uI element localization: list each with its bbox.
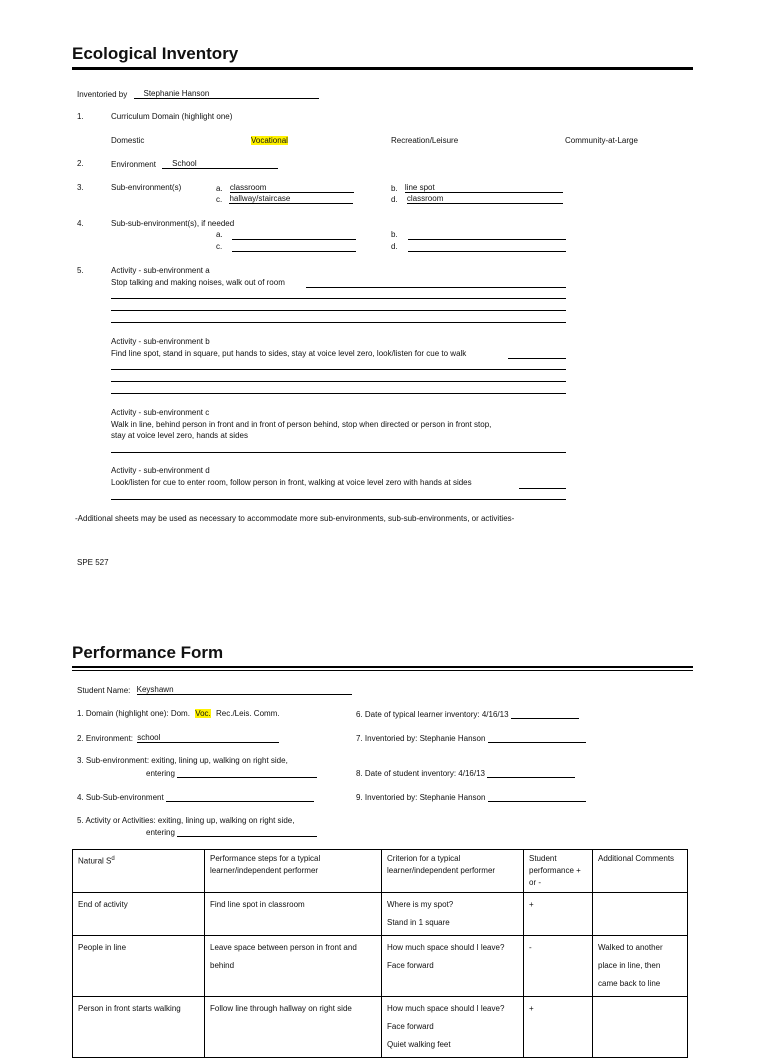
student-name-row bbox=[77, 685, 352, 695]
q4-label: Sub-sub-environment(s), if needed bbox=[111, 219, 235, 228]
activity-a-label: Activity - sub-environment a bbox=[111, 266, 210, 275]
perf-subsub-label: 4. Sub-Sub-environment bbox=[77, 793, 164, 802]
sub-env-a bbox=[216, 183, 354, 193]
criterion-line: Where is my spot? bbox=[387, 900, 454, 909]
criterion-line: Face forward bbox=[387, 961, 434, 970]
sub-env-a-letter: a. bbox=[216, 184, 223, 193]
student-date-field[interactable] bbox=[487, 768, 575, 778]
cell-performance[interactable]: + bbox=[524, 997, 593, 1058]
sub-env-d bbox=[391, 194, 563, 204]
sub-sub-b-field[interactable] bbox=[408, 239, 566, 240]
activity-a-line[interactable] bbox=[111, 310, 566, 311]
domain-recreation[interactable]: Recreation/Leisure bbox=[391, 136, 459, 145]
environment-row bbox=[77, 733, 279, 743]
student-date-label: 8. Date of student inventory: 4/16/13 bbox=[356, 769, 485, 778]
q2-num: 2. bbox=[77, 159, 84, 168]
activity-d-text: Look/listen for cue to enter room, follow person in front, walking at voice level zero with hands at sides bbox=[111, 478, 472, 487]
criterion-line: Stand in 1 square bbox=[387, 918, 450, 927]
activity-b-line[interactable] bbox=[111, 393, 566, 394]
sub-env-a-field[interactable] bbox=[230, 183, 354, 193]
activity-a-line[interactable] bbox=[306, 287, 566, 288]
environment-label: Environment bbox=[111, 160, 156, 169]
perf-activity-field[interactable] bbox=[177, 827, 317, 837]
q1-label: Curriculum Domain (highlight one) bbox=[111, 112, 233, 121]
inventoried-by-7-field[interactable] bbox=[488, 733, 586, 743]
eco-title: Ecological Inventory bbox=[72, 44, 239, 63]
activity-a-line[interactable] bbox=[111, 322, 566, 323]
perf-title-rule-thin bbox=[72, 670, 693, 671]
cell-performance[interactable]: + bbox=[524, 893, 593, 936]
cell-natural-s[interactable]: End of activity bbox=[73, 893, 205, 936]
perf-activity-cont-row bbox=[146, 827, 317, 837]
inventoried-by-field[interactable] bbox=[134, 89, 319, 99]
cell-natural-s[interactable]: People in line bbox=[73, 936, 205, 997]
domain-others[interactable]: Rec./Leis. Comm. bbox=[216, 709, 280, 718]
domain-domestic[interactable]: Domestic bbox=[111, 136, 145, 145]
student-name-label: Student Name: bbox=[77, 686, 131, 695]
inventoried-by-7-row bbox=[356, 733, 586, 743]
environment-value: School bbox=[172, 159, 197, 168]
sub-env-d-field[interactable] bbox=[407, 194, 563, 204]
sub-sub-c-field[interactable] bbox=[232, 251, 356, 252]
activity-a-text: Stop talking and making noises, walk out of room bbox=[111, 278, 285, 287]
sub-env-a-value: classroom bbox=[229, 183, 267, 192]
course-footer: SPE 527 bbox=[77, 558, 109, 567]
table-row bbox=[73, 936, 688, 997]
inventoried-by-9-field[interactable] bbox=[488, 792, 586, 802]
cell-comments[interactable]: Walked to another place in line, then came back to line bbox=[593, 936, 688, 997]
domain-voc[interactable]: Voc. bbox=[195, 709, 211, 718]
domain-community[interactable]: Community-at-Large bbox=[565, 136, 638, 145]
perf-activity-label: 5. Activity or Activities: exiting, lining up, walking on right side, bbox=[77, 816, 295, 825]
performance-table bbox=[72, 849, 688, 1058]
col-header-student-performance: Student performance + or - bbox=[524, 850, 593, 893]
environment-field[interactable] bbox=[162, 159, 278, 169]
table-row bbox=[73, 893, 688, 936]
perf-subenv-field[interactable] bbox=[177, 768, 317, 778]
inventoried-by-value: Stephanie Hanson bbox=[143, 89, 210, 98]
criterion-line: How much space should I leave? bbox=[387, 943, 505, 952]
cell-steps[interactable]: Leave space between person in front and behind bbox=[205, 936, 382, 997]
col-header-comments: Additional Comments bbox=[593, 850, 688, 893]
perf-title-rule bbox=[72, 666, 693, 668]
typical-date-row bbox=[356, 709, 579, 719]
student-date-row bbox=[356, 768, 575, 778]
activity-d-line[interactable] bbox=[519, 488, 566, 489]
q1-num: 1. bbox=[77, 112, 84, 121]
domain-vocational[interactable]: Vocational bbox=[251, 136, 288, 145]
criterion-line: Face forward bbox=[387, 1022, 434, 1031]
q3-num: 3. bbox=[77, 183, 84, 192]
activity-c-line[interactable] bbox=[111, 452, 566, 453]
activity-c-label: Activity - sub-environment c bbox=[111, 408, 210, 417]
table-header-row bbox=[73, 850, 688, 893]
student-name-field[interactable] bbox=[137, 685, 352, 695]
activity-a-line[interactable] bbox=[111, 298, 566, 299]
activity-b-line[interactable] bbox=[111, 381, 566, 382]
q3-label: Sub-environment(s) bbox=[111, 183, 182, 192]
sub-env-d-value: classroom bbox=[406, 194, 444, 203]
natural-s-sup: d bbox=[111, 856, 115, 862]
perf-title: Performance Form bbox=[72, 643, 224, 662]
subsub-row bbox=[77, 792, 314, 802]
inventoried-by-label: Inventoried by bbox=[77, 90, 128, 99]
natural-s-label: Natural S bbox=[78, 856, 112, 866]
perf-subenv-cont: entering bbox=[146, 769, 175, 778]
sub-env-d-letter: d. bbox=[391, 195, 398, 204]
activity-c-text-1: Walk in line, behind person in front and in front of person behind, stop when directed or person in front stop, bbox=[111, 420, 492, 429]
sub-env-c-value: hallway/staircase bbox=[229, 194, 291, 203]
cell-comments[interactable] bbox=[593, 893, 688, 936]
cell-criterion[interactable] bbox=[382, 997, 524, 1058]
sub-env-c-letter: c. bbox=[216, 195, 223, 204]
q5-num: 5. bbox=[77, 266, 84, 275]
eco-inventoried-by bbox=[77, 89, 319, 99]
activity-d-label: Activity - sub-environment d bbox=[111, 466, 210, 475]
sub-env-b-field[interactable] bbox=[405, 183, 563, 193]
cell-natural-s[interactable]: Person in front starts walking bbox=[73, 997, 205, 1058]
inventoried-by-7-label: 7. Inventoried by: Stephanie Hanson bbox=[356, 734, 486, 743]
q2-row bbox=[111, 159, 278, 169]
sub-sub-d-field[interactable] bbox=[408, 251, 566, 252]
col-header-natural-s bbox=[73, 850, 205, 893]
activity-b-text: Find line spot, stand in square, put hands to sides, stay at voice level zero, look/listen for cue to walk bbox=[111, 349, 467, 358]
sub-sub-b-letter: b. bbox=[391, 230, 398, 239]
cell-criterion[interactable] bbox=[382, 936, 524, 997]
perf-subenv-label: 3. Sub-environment: exiting, lining up, walking on right side, bbox=[77, 756, 288, 765]
cell-steps[interactable]: Find line spot in classroom bbox=[205, 893, 382, 936]
domain-row bbox=[77, 709, 280, 718]
perf-environment-field[interactable] bbox=[137, 733, 279, 743]
eco-title-rule bbox=[72, 67, 693, 70]
cell-steps[interactable]: Follow line through hallway on right side bbox=[205, 997, 382, 1058]
typical-date-field[interactable] bbox=[511, 709, 579, 719]
sub-env-b-value: line spot bbox=[404, 183, 435, 192]
cell-comments[interactable] bbox=[593, 997, 688, 1058]
perf-environment-value: school bbox=[137, 733, 161, 742]
criterion-line: How much space should I leave? bbox=[387, 1004, 505, 1013]
perf-subenv-cont-row bbox=[146, 768, 317, 778]
sub-sub-d-letter: d. bbox=[391, 242, 398, 251]
domain-label: 1. Domain (highlight one): Dom. bbox=[77, 709, 190, 718]
perf-subsub-field[interactable] bbox=[166, 792, 314, 802]
table-row bbox=[73, 997, 688, 1058]
inventoried-by-9-label: 9. Inventoried by: Stephanie Hanson bbox=[356, 793, 486, 802]
cell-criterion[interactable] bbox=[382, 893, 524, 936]
sub-sub-c-letter: c. bbox=[216, 242, 223, 251]
sub-sub-a-letter: a. bbox=[216, 230, 223, 239]
cell-performance[interactable]: - bbox=[524, 936, 593, 997]
typical-date-label: 6. Date of typical learner inventory: 4/16/13 bbox=[356, 710, 509, 719]
additional-sheets-note: -Additional sheets may be used as necessary to accommodate more sub-environments, sub-sub-environments, or activities- bbox=[75, 514, 515, 523]
q4-num: 4. bbox=[77, 219, 84, 228]
sub-env-c-field[interactable] bbox=[229, 194, 353, 204]
activity-b-line[interactable] bbox=[111, 369, 566, 370]
activity-d-line[interactable] bbox=[111, 499, 566, 500]
activity-c-text-2: stay at voice level zero, hands at sides bbox=[111, 431, 248, 440]
col-header-steps: Performance steps for a typical learner/independent performer bbox=[205, 850, 382, 893]
activity-b-label: Activity - sub-environment b bbox=[111, 337, 210, 346]
perf-environment-label: 2. Environment: bbox=[77, 734, 134, 743]
perf-activity-cont: entering bbox=[146, 828, 175, 837]
sub-sub-a-field[interactable] bbox=[232, 239, 356, 240]
sub-env-b bbox=[391, 183, 563, 193]
activity-b-line[interactable] bbox=[508, 358, 566, 359]
inventoried-by-9-row bbox=[356, 792, 586, 802]
col-header-criterion: Criterion for a typical learner/independent performer bbox=[382, 850, 524, 893]
criterion-line: Quiet walking feet bbox=[387, 1040, 451, 1049]
sub-env-b-letter: b. bbox=[391, 184, 398, 193]
sub-env-c bbox=[216, 194, 353, 204]
student-name-value: Keyshawn bbox=[136, 685, 174, 694]
